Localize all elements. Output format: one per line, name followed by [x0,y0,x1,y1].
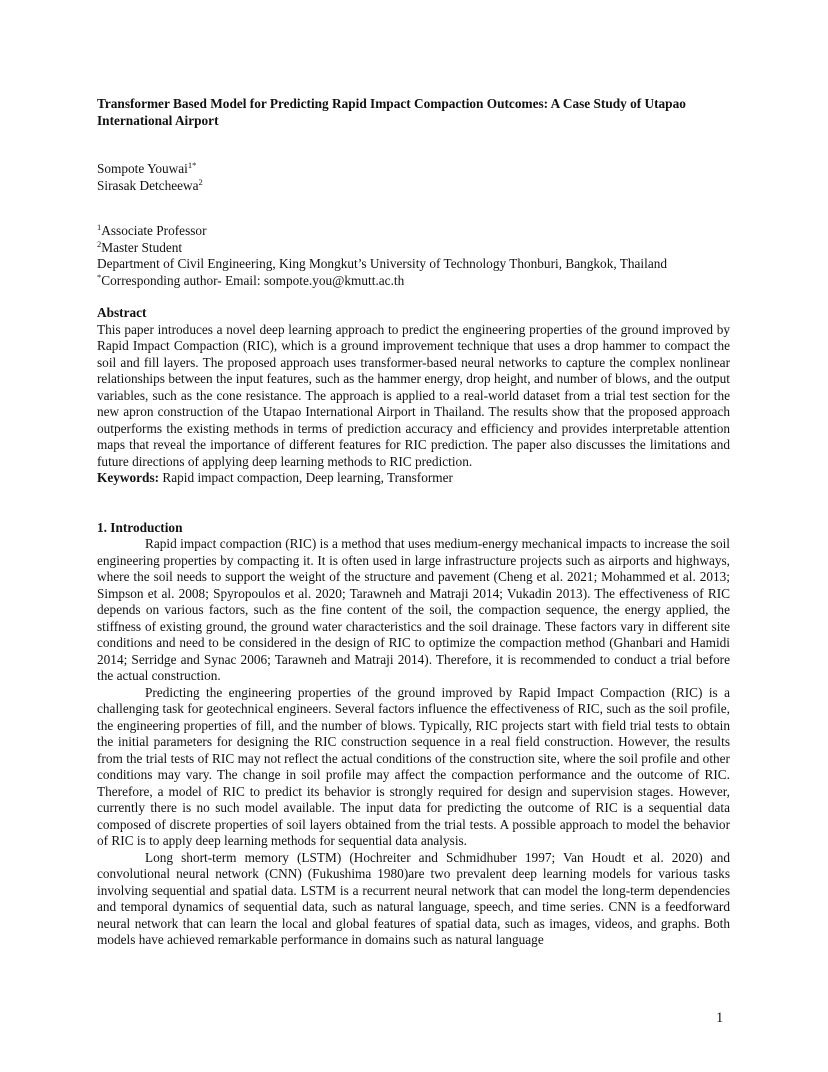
affiliation-department: Department of Civil Engineering, King Mongkut’s University of Technology Thonburi, Bangkok, Thailand [97,256,668,271]
affiliation-1: $^1$Associate Professor [97,222,207,238]
keywords-label: Keywords: [97,470,160,485]
page-number: 1 [716,1010,724,1026]
intro-paragraph-2: Predicting the engineering properties of the ground improved by Rapid Impact Compaction (RIC) is a challenging task for geotechnical engineers. Several factors influence the effectiveness of RIC, such as the soil profile, the engineering properties of fill, and the number of blows. Typically, RIC projects start with field trial tests to obtain the initial parameters for designing the RIC construction sequence in a real field construction. However, the results from the trial tests of RIC may not reflect the actual conditions of the construction site, where the soil profile and other conditions may vary. The change in soil profile may affect the compaction performance and the outcome of RIC. Therefore, a model of RIC to predict its behavior is strongly required for design and supervision stages. However, currently there is no such model available. The input data for predicting the outcome of RIC is a sequential data composed of discrete properties of soil layers obtained from the trial tests. A possible approach to model the behavior of RIC is to apply deep learning methods for sequential data analysis. [97,684,730,848]
abstract-heading: Abstract [97,305,147,320]
paper-title: Transformer Based Model for Predicting Rapid Impact Compaction Outcomes: A Case Study of Utapao International Airport [97,96,686,128]
corresponding-author: *Corresponding author- Email: sompote.you@kmutt.ac.th [97,271,405,288]
intro-paragraph-3: Long short-term memory (LSTM) (Hochreiter and Schmidhuber 1997; Van Houdt et al. 2020) and convolutional neural network (CNN) (Fukushima 1980)are two prevalent deep learning models for various tasks involving sequential and spatial data. LSTM is a recurrent neural network that can model the long-term dependencies and temporal dynamics of sequential data, such as natural language, speech, and time series. CNN is a feedforward neural network that can learn the local and global features of spatial data, such as images, videos, and graphs. Both models have achieved remarkable performance in domains such as natural language [97,849,730,947]
author-list [97,161,730,194]
abstract-text: This paper introduces a novel deep learning approach to predict the engineering properties of the ground improved by Rapid Impact Compaction (RIC), which is a ground improvement technique that uses a drop hammer to compact the soil and fill layers. The proposed approach uses transformer-based neural networks to capture the complex nonlinear relationships between the input features, such as the hammer energy, drop height, and number of blows, and the output variables, such as the cone resistance. The approach is applied to a real-world dataset from a trial test section for the new apron construction of the Utapao International Airport in Thailand. The results show that the proposed approach outperforms the existing methods in terms of prediction accuracy and efficiency and provides interpretable attention maps that reveal the importance of different features for RIC prediction. The paper also discusses the limitations and future directions of applying deep learning methods to RIC prediction. [97,321,730,469]
affiliation-list [97,223,730,289]
author-2: Sirasak Detcheewa$^2$ [97,176,203,193]
keywords-text: Rapid impact compaction, Deep learning, Transformer [159,470,453,485]
keywords [97,470,730,487]
intro-paragraph-1: Rapid impact compaction (RIC) is a method that uses medium-energy mechanical impacts to increase the soil engineering properties by compacting it. It is often used in large infrastructure projects such as airports and highways, where the soil needs to support the weight of the structure and pavement (Cheng et al. 2021; Mohammed et al. 2013; Simpson et al. 2008; Spyropoulos et al. 2020; Tarawneh and Matraji 2014; Vukadin 2013). The effectiveness of RIC depends on various factors, such as the fine content of the soil, the compaction sequence, the energy applied, the stiffness of existing ground, the ground water characteristics and the soil drainage. These factors vary in different site conditions and need to be considered in the design of RIC to optimize the compaction method (Ghanbari and Hamidi 2014; Serridge and Synac 2006; Tarawneh and Matraji 2014). Therefore, it is recommended to conduct a trial before the actual construction. [97,536,730,683]
paper-page [97,96,730,949]
affiliation-2: $^2$Master Student [97,238,183,255]
section-heading-introduction: 1. Introduction [97,519,183,535]
author-1: Sompote Youwai$^{1*}$ [97,160,197,176]
